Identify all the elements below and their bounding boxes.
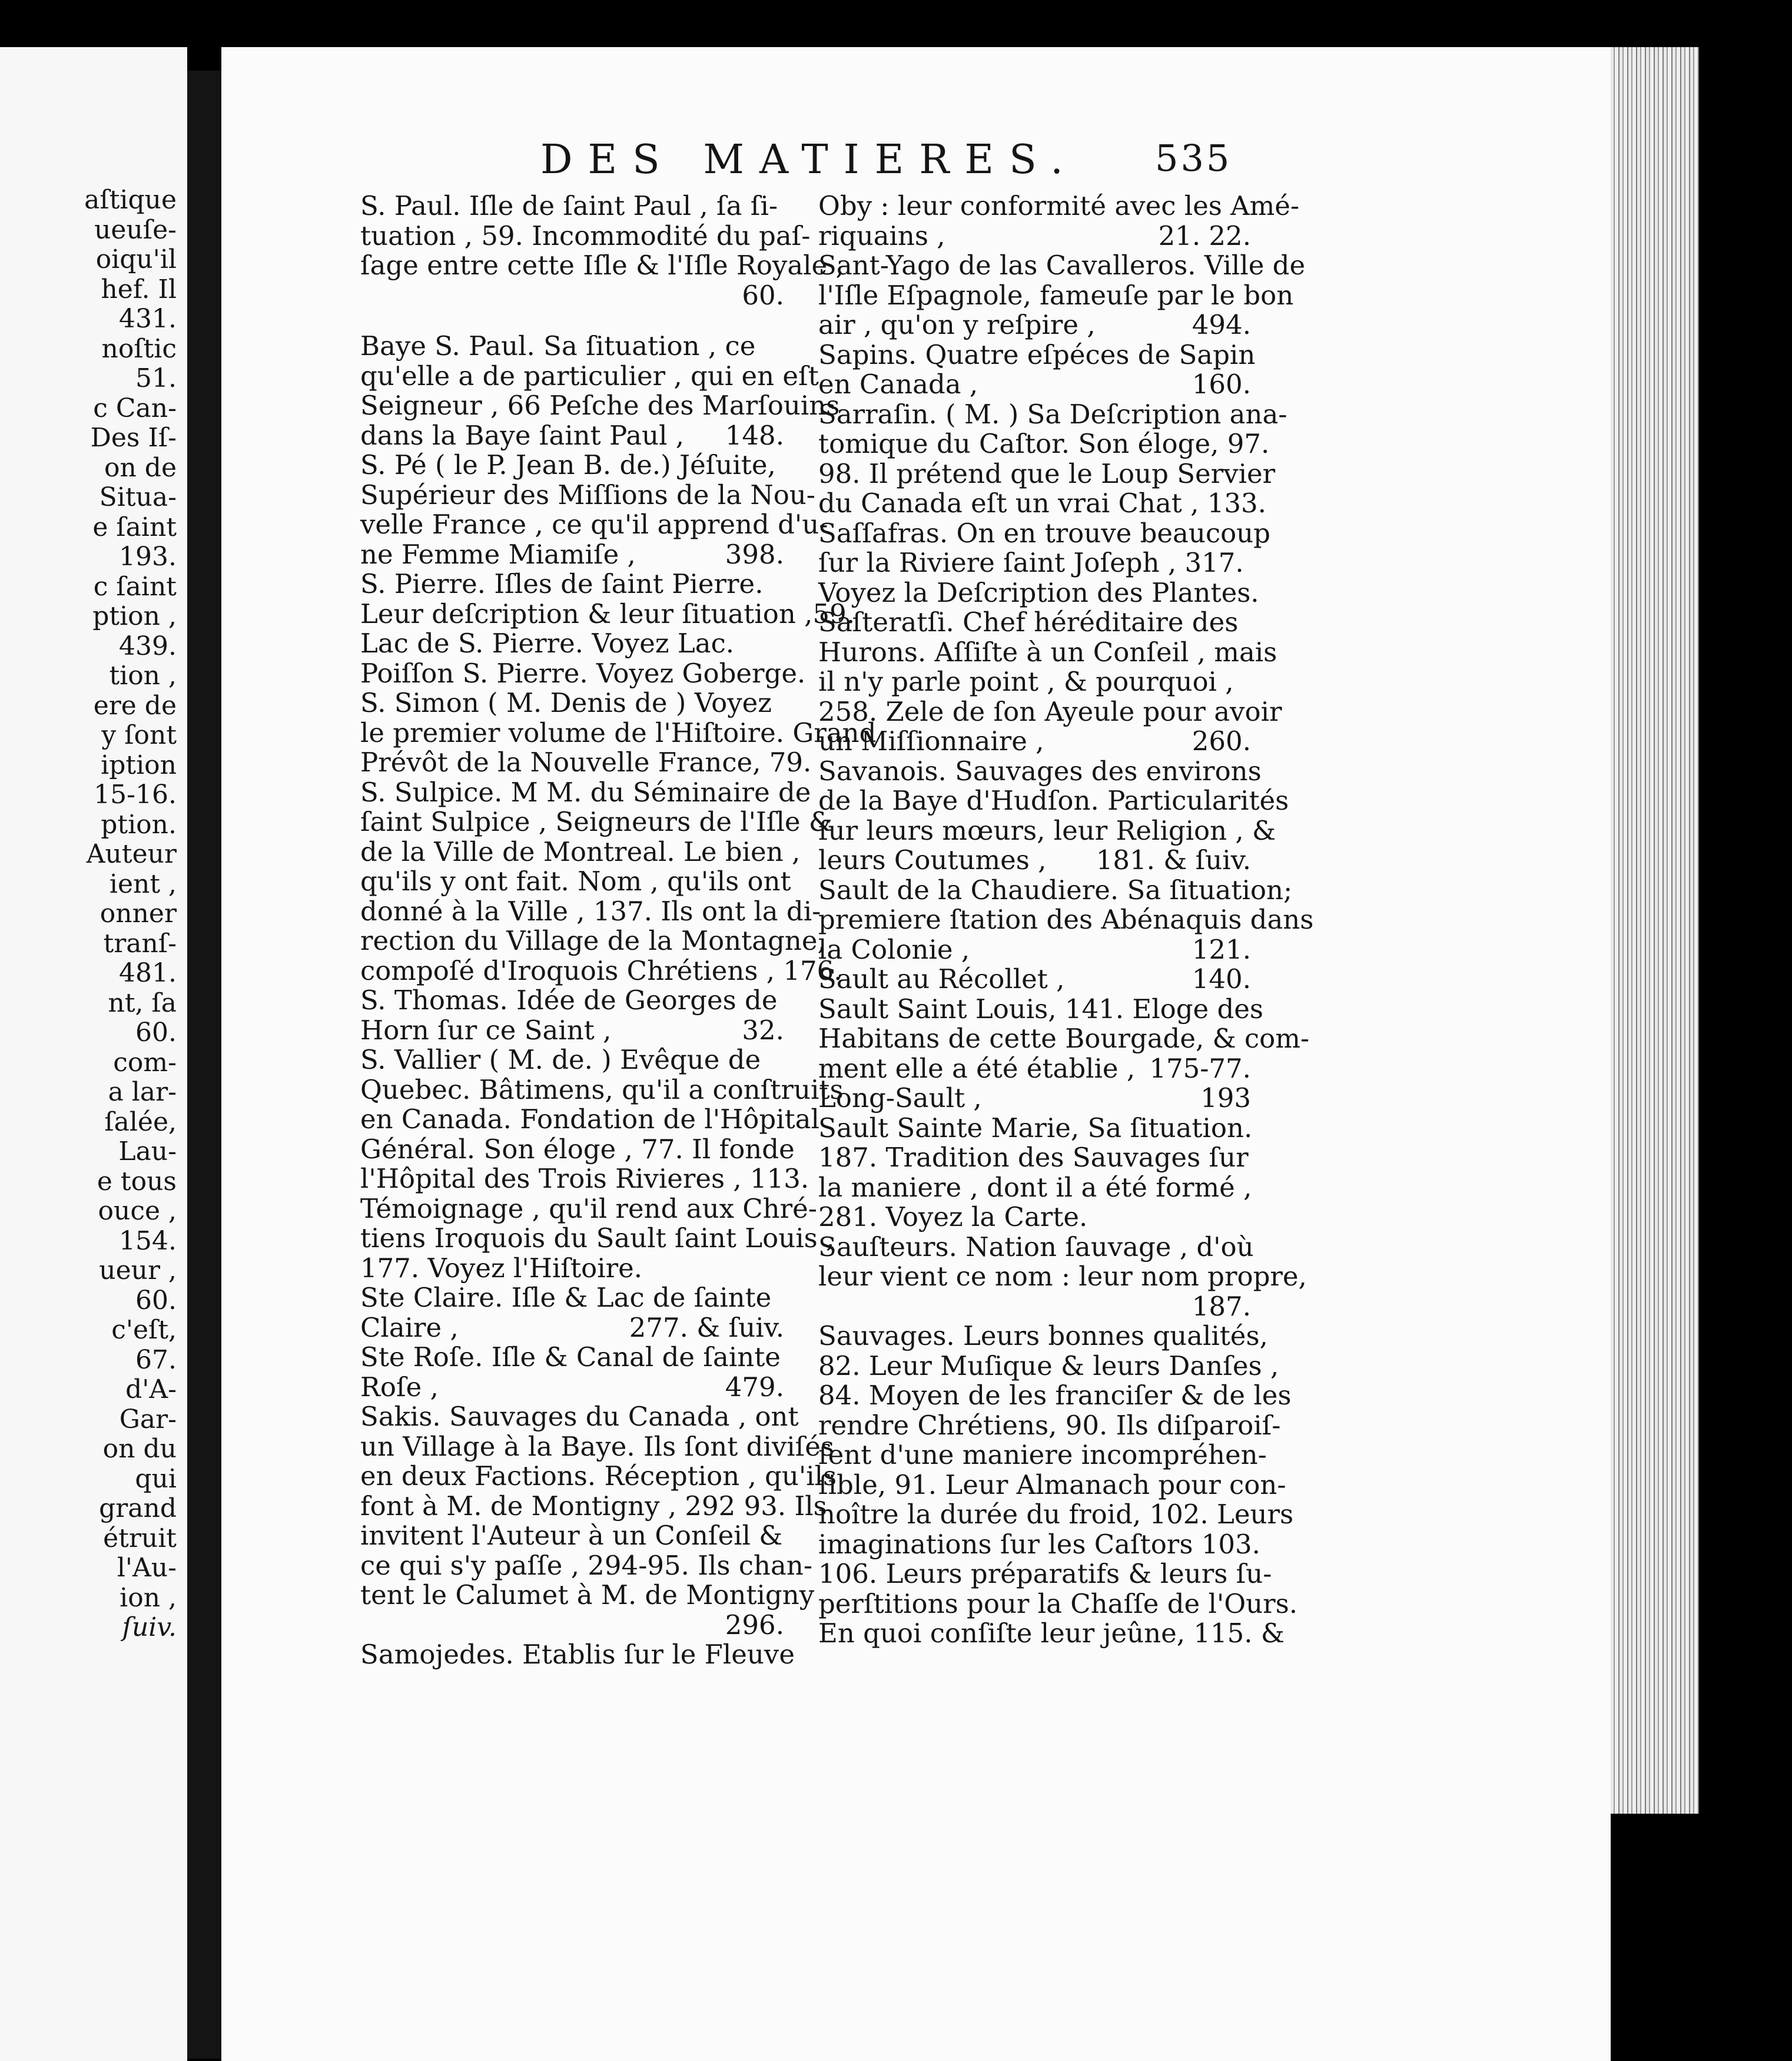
- left-page-line: y ſont: [101, 720, 177, 750]
- left-page-line: Lau-: [118, 1136, 177, 1167]
- left-page-line: étruit: [103, 1523, 177, 1553]
- left-page-line: ient ,: [109, 869, 177, 899]
- left-page-line: ouce ,: [98, 1196, 177, 1226]
- index-line: Lac de S. Pierre. Voyez Lac.: [360, 628, 735, 659]
- left-page-line: 193.: [119, 542, 177, 572]
- index-line: 98. Il prétend que le Loup Servier: [818, 458, 1276, 489]
- left-page-line: c ſaint: [93, 571, 177, 602]
- entry-text: ne Femme Miamiſe ,: [360, 538, 636, 570]
- index-line: S. Thomas. Idée de Georges de: [360, 985, 778, 1016]
- left-page-line: Gar-: [119, 1404, 177, 1434]
- entry-spacer: [360, 310, 784, 332]
- entry-text: la Colonie ,: [818, 933, 970, 965]
- index-line: [818, 1083, 1251, 1114]
- left-page-line: tion ,: [109, 661, 177, 691]
- index-line: S. Pé ( le P. Jean B. de.) Jéſuite,: [360, 449, 776, 481]
- index-line: tent le Calumet à M. de Montigny: [360, 1579, 815, 1611]
- left-page-line: e tous: [97, 1166, 177, 1197]
- index-line: ſur leurs mœurs, leur Religion , &: [818, 814, 1276, 846]
- entry-text: Long-Sault ,: [818, 1082, 982, 1114]
- index-line: Général. Son éloge , 77. Il fonde: [360, 1133, 795, 1165]
- index-line: Voyez la Deſcription des Plantes.: [818, 576, 1259, 608]
- page-reference: 121.: [1192, 933, 1251, 965]
- entry-text: Sault au Récollet ,: [818, 963, 1065, 995]
- index-line: l'Iſle Eſpagnole, fameuſe par le bon: [818, 279, 1294, 311]
- index-line: de la Baye d'Hudſon. Particularités: [818, 785, 1289, 816]
- left-page-line: 15-16.: [94, 780, 177, 810]
- index-line: compoſé d'Iroquois Chrétiens , 176.: [360, 955, 842, 986]
- book-gutter: [187, 71, 221, 2059]
- index-line: premiere ſtation des Abénaquis dans: [818, 904, 1314, 935]
- left-page-line: 481.: [119, 958, 177, 988]
- index-line: [818, 965, 1251, 995]
- running-head: DES MATIERES.: [540, 137, 1078, 183]
- left-page-line: ſuiv.: [122, 1612, 177, 1642]
- left-page-line: oiqu'il: [95, 244, 177, 274]
- index-line: 187. Tradition des Sauvages ſur: [818, 1142, 1249, 1173]
- index-line: tuation , 59. Incommodité du paſ-: [360, 220, 811, 251]
- left-page-line: ſalée,: [104, 1106, 177, 1137]
- index-line: S. Pierre. Iſles de ſaint Pierre.: [360, 568, 764, 599]
- index-line: Sauvages. Leurs bonnes qualités,: [818, 1320, 1268, 1351]
- entry-text: en Canada ,: [818, 369, 978, 400]
- index-line: Saſſafras. On en trouve beaucoup: [818, 517, 1270, 549]
- index-line: 106. Leurs préparatifs & leurs ſu-: [818, 1558, 1272, 1589]
- index-line: Sapins. Quatre eſpéces de Sapin: [818, 339, 1256, 370]
- left-page-line: onner: [99, 899, 177, 929]
- entry-text: Claire ,: [360, 1311, 459, 1343]
- left-page-line: a lar-: [108, 1077, 177, 1107]
- index-line: [818, 727, 1251, 757]
- entry-text: air , qu'on y reſpire ,: [818, 309, 1096, 340]
- index-column-left: [360, 190, 877, 1670]
- left-page-line: Auteur: [86, 839, 177, 869]
- index-line: ſible, 91. Leur Almanach pour con-: [818, 1469, 1286, 1500]
- left-page-line: ption ,: [92, 601, 177, 631]
- left-page-line: ueur ,: [99, 1255, 177, 1285]
- index-line: 296.: [725, 1609, 784, 1641]
- index-line: tomique du Caſtor. Son éloge, 97.: [818, 428, 1270, 459]
- index-line: Saſteratſi. Chef héréditaire des: [818, 607, 1239, 638]
- index-line: 258. Zele de ſon Ayeule pour avoir: [818, 695, 1282, 727]
- index-line: 177. Voyez l'Hiſtoire.: [360, 1252, 643, 1284]
- index-line: imaginations ſur les Caſtors 103.: [818, 1528, 1260, 1560]
- index-line: S. Simon ( M. Denis de ) Voyez: [360, 687, 772, 718]
- left-page-line: ere de: [93, 690, 177, 721]
- index-line: Baye S. Paul. Sa ſituation , ce: [360, 330, 756, 362]
- index-line: perſtitions pour la Chaſſe de l'Ours.: [818, 1588, 1298, 1619]
- index-line: Sant-Yago de las Cavalleros. Ville de: [818, 250, 1306, 281]
- page-reference: 175-77.: [1149, 1052, 1251, 1084]
- index-line: ſur la Riviere ſaint Joſeph , 317.: [818, 547, 1244, 578]
- index-line: S. Paul. Iſle de ſaint Paul , ſa ſi-: [360, 190, 778, 221]
- left-page-line: on de: [104, 452, 177, 483]
- left-page-line: ption.: [101, 809, 177, 840]
- left-page-line: Situa-: [99, 482, 177, 512]
- left-page-line: 439.: [119, 631, 177, 661]
- left-page-line: tranſ-: [103, 928, 177, 959]
- left-page-line: nt, ſa: [108, 988, 177, 1018]
- index-line: [818, 1054, 1251, 1084]
- index-line: [360, 540, 784, 570]
- entry-text: Horn ſur ce Saint ,: [360, 1014, 612, 1046]
- index-line: 84. Moyen de les franciſer & de les: [818, 1380, 1292, 1411]
- index-line: la maniere , dont il a été formé ,: [818, 1171, 1252, 1203]
- index-line: 187.: [1192, 1290, 1251, 1322]
- page-reference: 398.: [725, 538, 784, 570]
- index-line: il n'y parle point , & pourquoi ,: [818, 666, 1234, 697]
- index-line: Ste Claire. Iſle & Lac de ſainte: [360, 1282, 772, 1313]
- index-line: rendre Chrétiens, 90. Ils diſparoiſ-: [818, 1409, 1281, 1441]
- index-line: [818, 310, 1251, 340]
- index-line: rection du Village de la Montagne,: [360, 925, 826, 956]
- index-line: Témoignage , qu'il rend aux Chré-: [360, 1192, 818, 1224]
- index-line: Supérieur des Miſſions de la Nou-: [360, 479, 815, 511]
- index-line: 281. Voyez la Carte.: [818, 1201, 1088, 1232]
- left-page-line: 154.: [119, 1225, 177, 1256]
- entry-text: riquains ,: [818, 220, 945, 251]
- index-line: Sarraſin. ( M. ) Sa Deſcription ana-: [818, 398, 1287, 430]
- index-column-right: [818, 190, 1314, 1649]
- left-page-line: c Can-: [93, 393, 177, 423]
- index-line: Leur deſcription & leur ſituation ,59.: [360, 598, 855, 629]
- left-page-line: ion ,: [120, 1582, 177, 1613]
- index-line: en deux Factions. Réception , qu'ils: [360, 1460, 837, 1492]
- index-line: Savanois. Sauvages des environs: [818, 755, 1262, 787]
- index-line: Hurons. Aſſiſte à un Conſeil , mais: [818, 636, 1277, 668]
- index-line: le premier volume de l'Hiſtoire. Grand: [360, 717, 877, 748]
- page-reference: 181. & ſuiv.: [1096, 844, 1251, 876]
- index-line: ſage entre cette Iſle & l'Iſle Royale ,: [360, 250, 844, 281]
- index-line: du Canada eſt un vrai Chat , 133.: [818, 488, 1266, 519]
- index-line: donné à la Ville , 137. Ils ont la di-: [360, 895, 821, 927]
- index-line: [360, 1373, 784, 1403]
- index-line: ce qui s'y paſſe , 294-95. Ils chan-: [360, 1549, 813, 1581]
- entry-text: leurs Coutumes ,: [818, 844, 1047, 876]
- left-page-line: 60.: [135, 1285, 177, 1316]
- page-reference: 260.: [1192, 725, 1251, 757]
- page-reference: 21. 22.: [1158, 220, 1251, 251]
- left-page-fragment: [0, 47, 187, 2061]
- left-page-line: d'A-: [125, 1374, 177, 1404]
- index-line: En quoi conſiſte leur jeûne, 115. &: [818, 1618, 1285, 1649]
- entry-text: dans la Baye ſaint Paul ,: [360, 419, 685, 451]
- index-line: 60.: [742, 279, 784, 311]
- left-page-line: Des Iſ-: [90, 423, 177, 453]
- index-line: de la Ville de Montreal. Le bien ,: [360, 836, 801, 867]
- left-page-line: noſtic: [101, 333, 177, 364]
- page-reference: 148.: [725, 419, 784, 451]
- left-page-line: 51.: [135, 363, 177, 393]
- index-line: Quebec. Bâtimens, qu'il a conſtruits: [360, 1073, 844, 1105]
- left-page-line: e ſaint: [92, 512, 177, 542]
- index-line: Ste Roſe. Iſle & Canal de ſainte: [360, 1341, 781, 1373]
- left-page-line: c'eſt,: [111, 1315, 177, 1345]
- index-line: ſaint Sulpice , Seigneurs de l'Iſle &: [360, 806, 832, 837]
- index-line: l'Hôpital des Trois Rivieres , 113.: [360, 1163, 809, 1194]
- index-line: font à M. de Montigny , 292 93. Ils: [360, 1490, 827, 1522]
- page-reference: 160.: [1192, 369, 1251, 400]
- index-line: Seigneur , 66 Peſche des Marſouins: [360, 390, 840, 421]
- index-line: qu'ils y ont fait. Nom , qu'ils ont: [360, 866, 791, 897]
- index-line: Sault de la Chaudiere. Sa ſituation;: [818, 874, 1293, 906]
- page-number: 535: [1155, 137, 1232, 180]
- page-reference: 479.: [725, 1371, 784, 1403]
- index-line: 82. Leur Muſique & leurs Danſes ,: [818, 1350, 1279, 1381]
- index-line: invitent l'Auteur à un Conſeil &: [360, 1520, 783, 1551]
- left-page-text: [0, 185, 177, 1643]
- index-line: Oby : leur conformité avec les Amé-: [818, 190, 1300, 221]
- left-page-line: iption: [101, 750, 177, 780]
- left-page-line: on du: [102, 1434, 177, 1464]
- index-line: [818, 846, 1251, 876]
- page-edges: [1611, 47, 1699, 1814]
- index-line: Poiſſon S. Pierre. Voyez Goberge.: [360, 657, 806, 689]
- index-line: leur vient ce nom : leur nom propre,: [818, 1261, 1307, 1292]
- index-line: S. Sulpice. M M. du Séminaire de: [360, 776, 811, 808]
- left-page-line: aſtique: [84, 185, 177, 215]
- index-line: Sault Sainte Marie, Sa ſituation.: [818, 1112, 1253, 1144]
- index-line: tiens Iroquois du Sault ſaint Louis ,: [360, 1222, 835, 1254]
- left-page-line: com-: [113, 1047, 177, 1078]
- index-line: [360, 1016, 784, 1046]
- page-reference: 277. & ſuiv.: [629, 1311, 784, 1343]
- left-page-line: 67.: [135, 1344, 177, 1375]
- left-page-line: ueuſe-: [94, 214, 177, 245]
- index-line: Samojedes. Etablis ſur le Fleuve: [360, 1639, 795, 1670]
- left-page-line: grand: [99, 1493, 177, 1523]
- left-page-line: 60.: [135, 1018, 177, 1048]
- page-reference: 32.: [742, 1014, 784, 1046]
- page-reference: 193: [1200, 1082, 1251, 1114]
- entry-text: Roſe ,: [360, 1371, 439, 1403]
- index-line: un Village à la Baye. Ils ſont diviſés: [360, 1430, 835, 1462]
- entry-text: un Miſſionnaire ,: [818, 725, 1044, 757]
- index-line: [818, 935, 1251, 965]
- index-line: noître la durée du froid, 102. Leurs: [818, 1499, 1294, 1530]
- index-line: Sauſteurs. Nation ſauvage , d'où: [818, 1231, 1254, 1263]
- index-line: [818, 221, 1251, 251]
- index-line: en Canada. Fondation de l'Hôpital: [360, 1104, 819, 1135]
- index-line: velle France , ce qu'il apprend d'u-: [360, 509, 828, 540]
- page-reference: 140.: [1192, 963, 1251, 995]
- index-line: S. Vallier ( M. de. ) Evêque de: [360, 1044, 761, 1075]
- left-page-line: l'Au-: [117, 1553, 177, 1583]
- index-line: Sault Saint Louis, 141. Eloge des: [818, 993, 1263, 1025]
- left-page-line: hef. Il: [101, 274, 177, 304]
- index-line: Sakis. Sauvages du Canada , ont: [360, 1401, 799, 1432]
- left-page-line: qui: [135, 1463, 177, 1494]
- page-reference: 494.: [1192, 309, 1251, 340]
- index-line: [818, 370, 1251, 400]
- index-line: ſent d'une maniere incompréhen-: [818, 1439, 1267, 1470]
- index-line: qu'elle a de particulier , qui en eſt: [360, 360, 819, 392]
- left-page-line: 431.: [119, 304, 177, 334]
- entry-text: ment elle a été établie ,: [818, 1052, 1136, 1084]
- index-line: Prévôt de la Nouvelle France, 79.: [360, 747, 812, 778]
- index-line: [360, 1313, 784, 1343]
- index-line: Habitans de cette Bourgade, & com-: [818, 1023, 1310, 1054]
- index-line: [360, 421, 784, 451]
